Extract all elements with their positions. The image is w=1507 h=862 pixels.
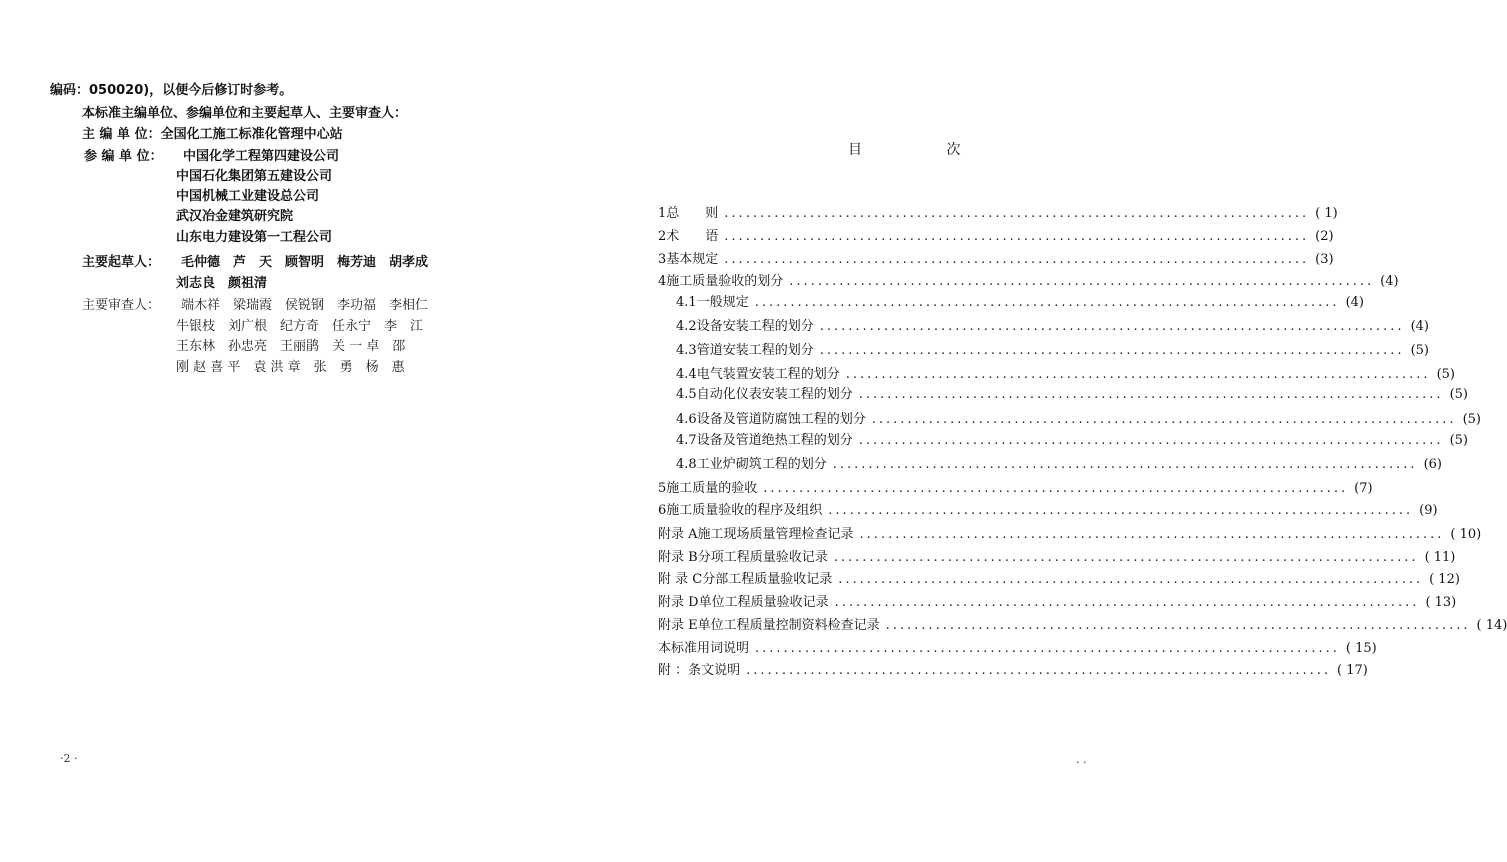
toc-entry-label: 单位工程质量控制资料检查记录 [697,618,880,633]
toc-entry-number: 附录 E [658,618,698,633]
toc-entry-page: ( 10) [1450,527,1482,542]
toc-entry[interactable] [658,273,1399,291]
leader-dots: .................................................................................. [832,457,1418,472]
leader-dots: .................................................................................. [724,229,1310,244]
toc-entry[interactable] [658,228,1334,246]
participating-unit-1: 中国化学工程第四建设公司 [183,149,340,164]
leader-dots: .................................................................................. [819,343,1405,358]
leader-dots: .................................................................................. [789,274,1375,289]
toc-entry-page: (6) [1423,457,1442,472]
toc-entry-page: (4) [1410,319,1429,334]
leader-dots: .................................................................................. [838,572,1424,587]
toc-entry-page: (5) [1449,387,1468,402]
left-page-number: ·2 · [60,752,78,765]
toc-entry-label: 分部工程质量验收记录 [702,572,833,587]
toc-entry-page: (3) [1315,252,1334,267]
toc-entry-number: 附 录 C [658,572,703,587]
toc-entry[interactable] [676,366,1455,384]
reviewers-label: 主要审查人： [82,298,161,313]
toc-entry-number: 4.6 [676,412,697,427]
toc-entry[interactable] [676,432,1468,450]
leader-dots: .................................................................................. [833,550,1419,565]
toc-entry[interactable] [676,294,1364,312]
toc-entry-number: 附录 D [658,595,699,610]
toc-entry-page: ( 13) [1425,595,1457,610]
code-line: 编码：050020)，以便今后修订时参考。 [50,83,293,98]
chief-unit: 全国化工施工标准化管理中心站 [160,127,343,142]
toc-entry-number: 附录 A [658,527,698,542]
toc-entry-label: 基本规定 [666,252,719,267]
toc-entry[interactable] [676,342,1429,360]
leader-dots: .................................................................................. [834,595,1420,610]
toc-entry-page: (9) [1419,503,1438,518]
toc-entry-label: 总 则 [666,206,719,221]
toc-entry-number: 4.2 [676,319,697,334]
toc-entry-number: 附录 B [658,550,698,565]
toc-title: 目 次 [848,142,1001,158]
drafters-line-1: 毛仲德 芦 天 顾智明 梅芳迪 胡孝成 [181,255,429,270]
toc-entry-page: (7) [1354,481,1373,496]
participating-unit-2: 中国石化集团第五建设公司 [176,169,333,184]
toc-entry-label: 电气装置安装工程的划分 [696,367,840,382]
chief-unit-label: 主 编 单 位： [82,127,161,142]
toc-entry[interactable] [658,662,1368,680]
toc-entry[interactable] [658,205,1338,223]
toc-entry-page: (2) [1315,229,1334,244]
toc-entry-number: 5 [658,481,667,496]
leader-dots: .................................................................................. [858,433,1444,448]
reviewers-line-2: 牛银枝 刘广根 纪方奇 任永宁 李 江 [176,319,424,334]
reviewers-line-4: 刚 赵 喜 平 袁 洪 章 张 勇 杨 惠 [176,360,405,375]
toc-entry-label: 条文说明 [688,663,741,678]
toc-entry-label: 工业炉砌筑工程的划分 [696,457,827,472]
toc-entry-label: 设备及管道绝热工程的划分 [696,433,853,448]
reviewers-line-3: 王东林 孙忠亮 王丽鹃 关 一 卓 邵 [176,339,406,354]
leader-dots: .................................................................................. [885,618,1471,633]
toc-entry-label: 术 语 [666,229,719,244]
toc-entry[interactable] [658,480,1373,498]
leader-dots: .................................................................................. [724,252,1310,267]
toc-entry-page: (4) [1380,274,1399,289]
toc-entry-label: 设备安装工程的划分 [696,319,814,334]
reviewers-line-1: 端木祥 梁瑞霞 侯锐钢 李功福 李相仁 [181,298,429,313]
leader-dots: .................................................................................. [871,412,1457,427]
toc-entry-label: 自动化仪表安装工程的划分 [696,387,853,402]
toc-entry-label: 本标准用词说明 [658,641,750,656]
toc-entry-number: 4.5 [676,387,697,402]
toc-entry[interactable] [658,571,1460,589]
toc-entry-number: 附 ： [658,663,689,678]
leader-dots: .................................................................................. [763,481,1349,496]
toc-entry-label: 施工质量验收的程序及组织 [666,503,823,518]
leader-dots: .................................................................................. [755,641,1340,656]
toc-entry[interactable] [658,640,1377,658]
toc-entry-number: 4.4 [676,367,697,382]
toc-entry-number: 4.1 [676,295,697,310]
toc-entry-number: 1 [658,206,667,221]
toc-entry-number: 2 [658,229,667,244]
toc-entry-page: (5) [1436,367,1455,382]
drafters-line-2: 刘志良 颜祖清 [176,276,268,291]
toc-entry-page: ( 15) [1345,641,1377,656]
drafters-label: 主要起草人： [82,255,161,270]
toc-entry-page: (5) [1449,433,1468,448]
toc-entry[interactable] [676,411,1481,429]
toc-entry-label: 分项工程质量验收记录 [697,550,828,565]
toc-entry-number: 4 [658,274,667,289]
leader-dots: .................................................................................. [819,319,1405,334]
participating-unit-5: 山东电力建设第一工程公司 [176,230,333,245]
toc-entry[interactable] [658,549,1456,567]
toc-entry-number: 3 [658,252,667,267]
toc-entry-page: (4) [1345,295,1364,310]
intro-line: 本标准主编单位、参编单位和主要起草人、主要审查人： [82,106,408,121]
toc-entry-page: ( 1) [1315,206,1338,221]
toc-entry-number: 4.8 [676,457,697,472]
leader-dots: .................................................................................. [858,387,1444,402]
leader-dots: .................................................................................. [828,503,1414,518]
participating-units-label: 参 编 单 位： [84,149,163,164]
toc-entry-page: ( 14) [1476,618,1507,633]
leader-dots: .................................................................................. [845,367,1431,382]
toc-entry-page: ( 12) [1429,572,1460,587]
toc-entry-label: 施工质量的验收 [666,481,758,496]
toc-entry[interactable] [658,526,1482,544]
toc-entry[interactable] [658,617,1507,635]
participating-unit-3: 中国机械工业建设总公司 [176,189,320,204]
toc-entry-label: 施工现场质量管理检查记录 [697,527,854,542]
toc-entry-page: ( 17) [1337,663,1368,678]
leader-dots: .................................................................................. [754,295,1340,310]
toc-entry-number: 4.7 [676,433,697,448]
toc-entry-page: (5) [1462,412,1481,427]
toc-entry[interactable] [676,318,1429,336]
toc-entry-label: 一般规定 [696,295,749,310]
toc-entry[interactable] [676,386,1468,404]
toc-entry[interactable] [676,456,1442,474]
toc-entry[interactable] [658,502,1438,520]
leader-dots: .................................................................................. [724,206,1310,221]
toc-entry[interactable] [658,594,1457,612]
toc-entry-number: 6 [658,503,667,518]
toc-entry-label: 单位工程质量验收记录 [698,595,829,610]
toc-entry-label: 设备及管道防腐蚀工程的划分 [696,412,866,427]
toc-entry-page: ( 11) [1424,550,1456,565]
toc-entry[interactable] [658,251,1334,269]
leader-dots: .................................................................................. [859,527,1445,542]
right-page-number: · · [1076,756,1087,769]
toc-entry-number: 4.3 [676,343,697,358]
toc-entry-page: (5) [1410,343,1429,358]
leader-dots: .................................................................................. [746,663,1332,678]
toc-entry-label: 施工质量验收的划分 [666,274,784,289]
chief-unit-line [82,123,343,142]
toc-entry-label: 管道安装工程的划分 [696,343,814,358]
participating-unit-4: 武汉冶金建筑研究院 [176,209,294,224]
